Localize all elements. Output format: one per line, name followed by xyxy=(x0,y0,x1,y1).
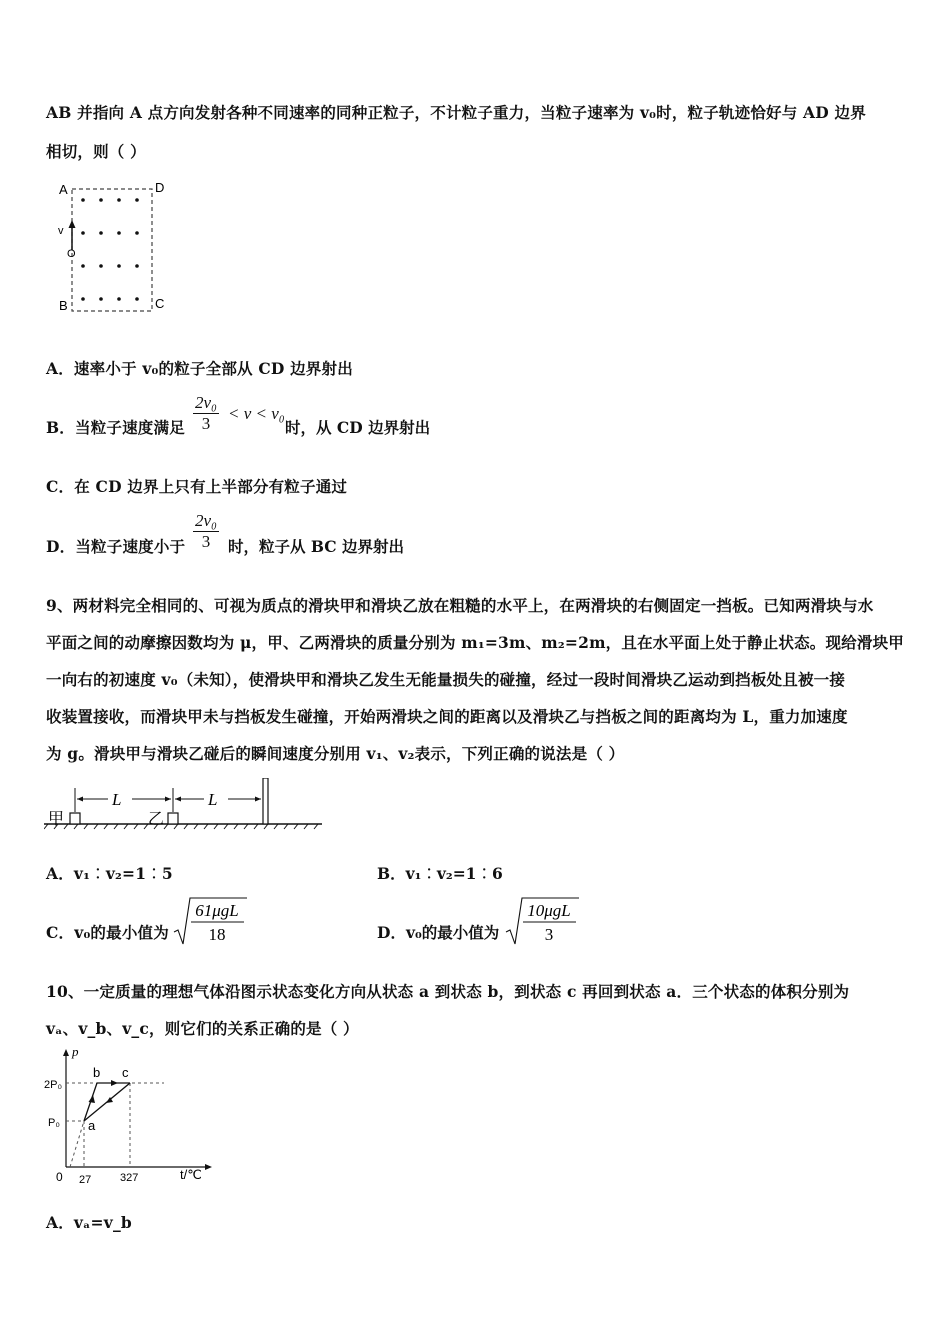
label-L-2: L xyxy=(208,790,218,809)
fraction-numerator: 2v₀ xyxy=(195,393,217,412)
q9-option-c-sqrt xyxy=(172,896,248,948)
q8-stem-line-2: 相切，则（ ） xyxy=(46,142,146,161)
field-dots xyxy=(81,198,139,301)
q10-stem-line-2: vₐ、v_b、v_c，则它们的关系正确的是（ ） xyxy=(46,1019,359,1038)
label-p: p xyxy=(72,1044,79,1059)
baffle-plate xyxy=(263,778,268,824)
fraction-denominator: 3 xyxy=(201,532,211,551)
q9-stem-line-3: 一向右的初速度 v₀（未知），使滑块甲和滑块乙发生无能量损失的碰撞，经过一段时间滑块乙运动到挡板处且被一接 xyxy=(46,670,846,689)
sqrt-denominator: 18 xyxy=(208,925,226,944)
label-a: a xyxy=(88,1118,96,1133)
label-p0: P₀ xyxy=(48,1117,60,1129)
label-origin: 0 xyxy=(56,1170,63,1184)
velocity-arrowhead xyxy=(69,220,76,228)
q9-option-b: B．v₁︰v₂=1︰6 xyxy=(377,864,503,883)
label-27: 27 xyxy=(79,1174,92,1186)
arrow-a-to-b xyxy=(89,1095,96,1103)
dash-extension xyxy=(70,1121,84,1167)
q8-option-b-prefix: B．当粒子速度满足 xyxy=(46,418,185,437)
label-L-1: L xyxy=(112,790,122,809)
sqrt-numerator: 10μgL xyxy=(527,901,571,920)
q9-stem-line-2: 平面之间的动摩擦因数均为 μ，甲、乙两滑块的质量分别为 m₁=3m、m₂=2m，且在水平面上处于静止状态。现给滑块甲 xyxy=(46,633,904,652)
q9-option-d-prefix: D．v₀的最小值为 xyxy=(377,923,500,942)
dim-arrow-left-1 xyxy=(77,797,83,802)
dim-arrow-left-2 xyxy=(175,797,181,802)
q8-option-b-inequality: < v < v₀ xyxy=(228,404,285,423)
label-D: D xyxy=(155,180,165,195)
fraction-denominator: 3 xyxy=(201,414,211,433)
q8-option-d-suffix: 时，粒子从 BC 边界射出 xyxy=(228,537,405,556)
label-jia: 甲 xyxy=(48,809,65,828)
label-O: O xyxy=(67,248,76,260)
label-c: c xyxy=(122,1065,129,1080)
label-B: B xyxy=(59,298,68,313)
q9-sliding-blocks-figure xyxy=(44,778,329,833)
q8-option-b-suffix: 时，从 CD 边界射出 xyxy=(285,418,431,437)
q8-option-b-fraction xyxy=(193,393,219,434)
q9-stem-line-1: 9、两材料完全相同的、可视为质点的滑块甲和滑块乙放在粗糙的水平上，在两滑块的右侧固定一挡板。已知两滑块与水 xyxy=(46,596,874,615)
q10-pt-graph xyxy=(44,1043,219,1188)
block-jia xyxy=(70,813,80,824)
label-yi: 乙 xyxy=(148,809,165,828)
label-2p0: 2P₀ xyxy=(44,1079,63,1091)
label-C: C xyxy=(155,296,165,311)
arrow-b-to-c xyxy=(111,1080,118,1086)
q9-option-c-prefix: C．v₀的最小值为 xyxy=(46,923,169,942)
sqrt-numerator: 61μgL xyxy=(195,901,239,920)
dim-arrow-right-2 xyxy=(255,797,261,802)
t-axis-arrow xyxy=(205,1164,212,1170)
q8-option-d-prefix: D．当粒子速度小于 xyxy=(46,537,186,556)
q8-option-d-fraction xyxy=(193,511,219,552)
dim-arrow-right-1 xyxy=(165,797,171,802)
label-v: v xyxy=(58,225,64,237)
q9-option-a: A．v₁︰v₂=1︰5 xyxy=(46,864,173,883)
q8-option-c: C．在 CD 边界上只有上半部分有粒子通过 xyxy=(46,477,348,496)
label-t-axis: t/℃ xyxy=(180,1167,202,1182)
label-327: 327 xyxy=(120,1172,139,1184)
q8-stem-line-1: AB 并指向 A 点方向发射各种不同速率的同种正粒子，不计粒子重力，当粒子速率为 v₀时，粒子轨迹恰好与 AD 边界 xyxy=(46,103,866,122)
block-yi xyxy=(168,813,178,824)
q10-stem-line-1: 10、一定质量的理想气体沿图示状态变化方向从状态 a 到状态 b，到状态 c 再回到状态 a．三个状态的体积分别为 xyxy=(46,982,850,1001)
sqrt-denominator: 3 xyxy=(544,925,554,944)
q9-stem-line-4: 收装置接收，而滑块甲未与挡板发生碰撞，开始两滑块之间的距离以及滑块乙与挡板之间的距离均为 L，重力加速度 xyxy=(46,707,848,726)
q9-option-d-sqrt xyxy=(504,896,580,948)
q8-option-a: A．速率小于 v₀的粒子全部从 CD 边界射出 xyxy=(46,359,353,378)
fraction-numerator: 2v₀ xyxy=(195,511,217,530)
q9-stem-line-5: 为 g。滑块甲与滑块乙碰后的瞬间速度分别用 v₁、v₂表示，下列正确的说法是（ ） xyxy=(46,744,625,763)
q8-magnetic-field-figure xyxy=(55,178,180,318)
label-A: A xyxy=(59,182,68,197)
label-b: b xyxy=(93,1065,101,1080)
field-boundary xyxy=(72,189,152,311)
p-axis-arrow xyxy=(63,1049,69,1056)
q10-option-a: A．vₐ=v_b xyxy=(46,1213,132,1232)
